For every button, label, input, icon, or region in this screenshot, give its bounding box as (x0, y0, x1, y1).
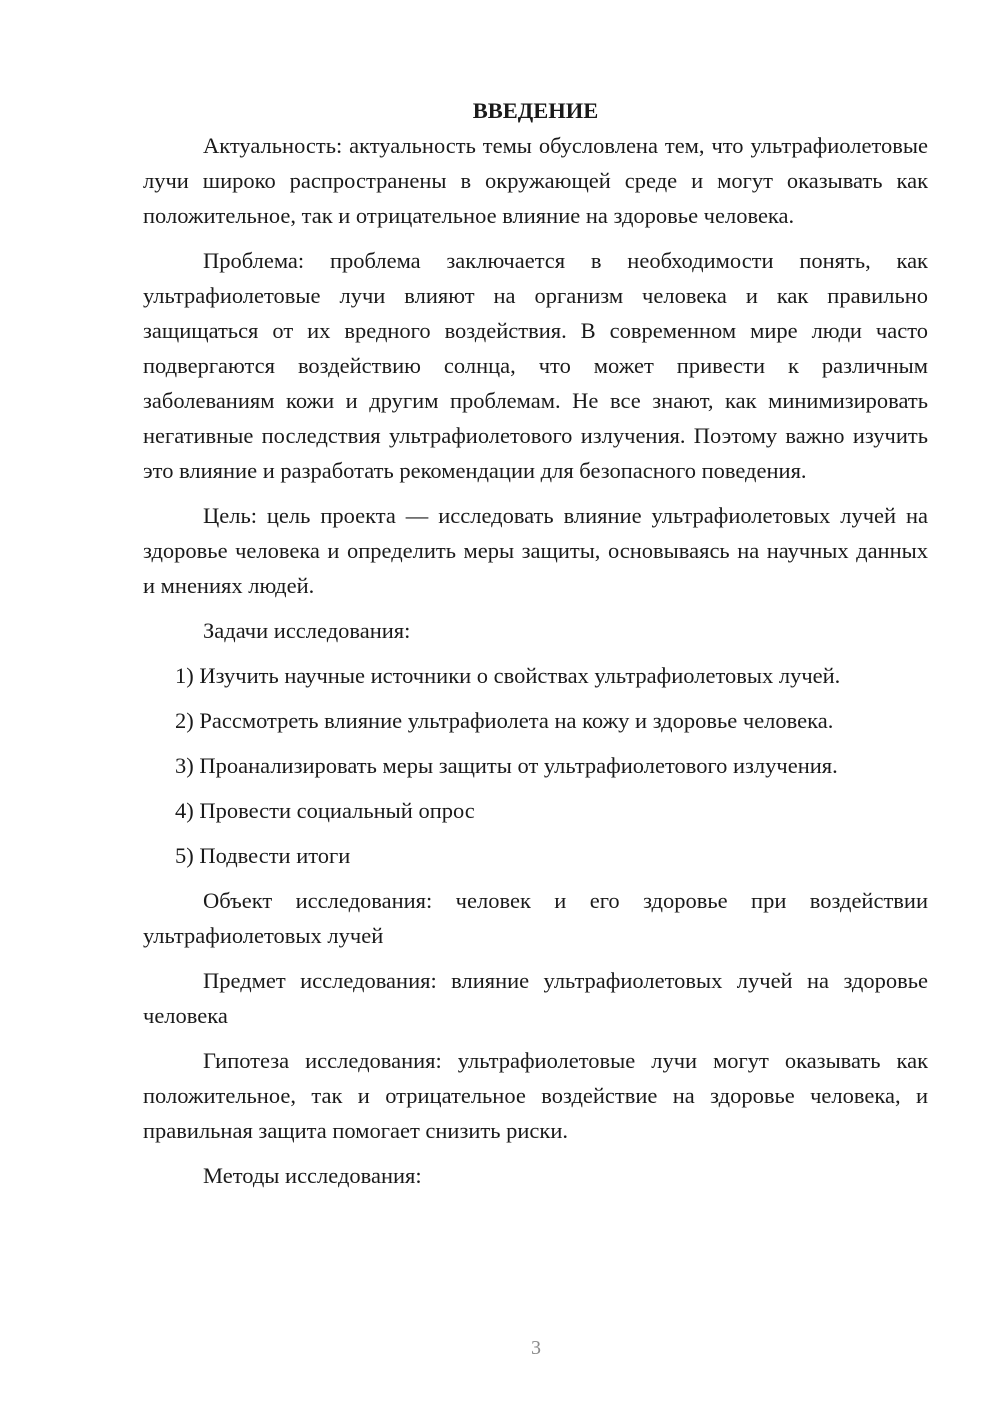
task-item-2: 2) Рассмотреть влияние ультрафиолета на кожу и здоровье человека. (175, 708, 834, 733)
task-item-3: 3) Проанализировать меры защиты от ультрафиолетового излучения. (175, 753, 838, 778)
task-item-4: 4) Провести социальный опрос (175, 798, 475, 823)
tasks-list (143, 658, 928, 873)
page-number: 3 (531, 1337, 541, 1359)
hypothesis-paragraph: Гипотеза исследования: ультрафиолетовые лучи могут оказывать как положительное, так и отрицательное воздействие на здоровье человека, и правильная защита помогает снизить риски. (143, 1048, 928, 1143)
goal-paragraph: Цель: цель проекта — исследовать влияние ультрафиолетовых лучей на здоровье человека и определить меры защиты, основываясь на научных данных и мнениях людей. (143, 503, 928, 598)
task-item-1: 1) Изучить научные источники о свойствах ультрафиолетовых лучей. (175, 663, 841, 688)
page-title: ВВЕДЕНИЕ (472, 98, 599, 123)
object-paragraph: Объект исследования: человек и его здоровье при воздействии ультрафиолетовых лучей (143, 888, 928, 948)
relevance-paragraph: Актуальность: актуальность темы обусловлена тем, что ультрафиолетовые лучи широко распространены в окружающей среде и могут оказывать как положительное, так и отрицательное влияние на здоровье человека. (143, 133, 928, 228)
tasks-label: Задачи исследования: (203, 618, 411, 643)
task-item-5: 5) Подвести итоги (175, 843, 351, 868)
methods-label: Методы исследования: (203, 1163, 422, 1188)
problem-paragraph: Проблема: проблема заключается в необходимости понять, как ультрафиолетовые лучи влияют на организм человека и как правильно защищаться от их вредного воздействия. В современном мире люди часто подвергаются воздействию солнца, что может привести к различным заболеваниям кожи и другим проблемам. Не все знают, как минимизировать негативные последствия ультрафиолетового излучения. Поэтому важно изучить это влияние и разработать рекомендации для безопасного поведения. (143, 248, 928, 483)
page-content (143, 93, 928, 1203)
subject-paragraph: Предмет исследования: влияние ультрафиолетовых лучей на здоровье человека (143, 968, 928, 1028)
